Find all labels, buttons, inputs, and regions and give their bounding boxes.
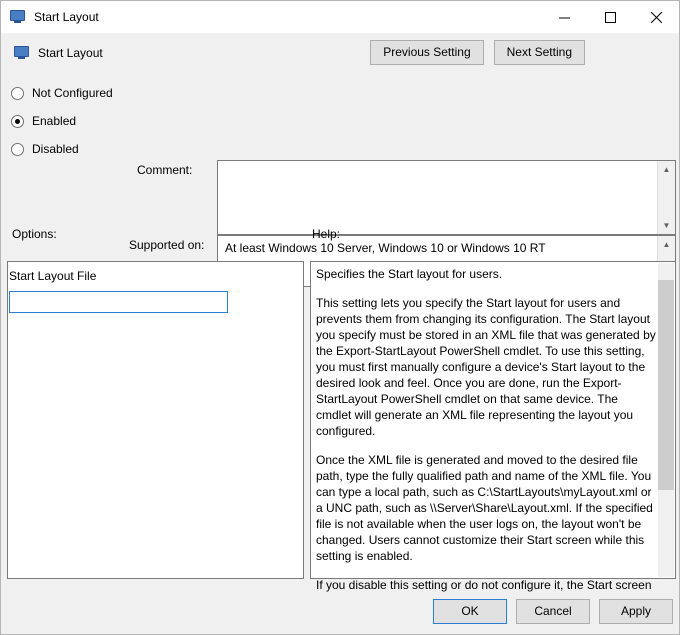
- policy-setting-icon: [10, 9, 26, 25]
- help-text: [316, 266, 656, 593]
- setting-header: [14, 45, 103, 61]
- supported-on-label: Supported on:: [129, 238, 205, 252]
- help-paragraph: If you disable this setting or do not configure it, the Start screen: [316, 578, 652, 592]
- radio-disabled-indicator[interactable]: [11, 143, 24, 156]
- help-paragraph: Once the XML file is generated and moved to the desired file path, type the fully qualified path and name of the XML file. You can type a local path, such as C:\StartLayouts\myLayout.xml or a UNC path, such as \\Server\Share\Layout.xml. If the specified file is not available when the user logs on, the layout won't be changed. Users cannot customize their Start screen while this setting is enabled.: [316, 453, 653, 563]
- radio-enabled-label: Enabled: [32, 114, 77, 128]
- policy-setting-icon: [14, 45, 30, 61]
- radio-not-configured-indicator[interactable]: [11, 87, 24, 100]
- help-scrollbar[interactable]: [658, 263, 674, 577]
- dialog-footer: [433, 599, 673, 624]
- apply-button[interactable]: Apply: [599, 599, 673, 624]
- help-paragraph: This setting lets you specify the Start layout for users and prevents them from changing its configuration. The Start layout you specify must be stored in an XML file that was generated by the Export-StartLayout PowerShell cmdlet. To use this setting, you must first manually configure a device's Start layout to the desired look and feel. Once you are done, run the Export-StartLayout PowerShell cmdlet on that same device. The cmdlet will generate an XML file representing the layout you configured.: [316, 296, 656, 438]
- radio-enabled-indicator[interactable]: [11, 115, 24, 128]
- ok-button[interactable]: OK: [433, 599, 507, 624]
- minimize-icon[interactable]: [541, 1, 587, 33]
- start-layout-file-input[interactable]: [9, 291, 228, 313]
- setting-navigation: [370, 40, 585, 65]
- radio-not-configured[interactable]: [11, 79, 131, 107]
- next-setting-button[interactable]: Next Setting: [494, 40, 585, 65]
- comment-scrollbar[interactable]: [657, 161, 675, 234]
- window-title: Start Layout: [34, 10, 99, 24]
- state-radio-group: [11, 79, 131, 163]
- comment-label: Comment:: [137, 163, 193, 177]
- scroll-up-icon[interactable]: ▲: [658, 161, 675, 178]
- cancel-button[interactable]: Cancel: [516, 599, 590, 624]
- caption-buttons: [541, 1, 679, 33]
- comment-box[interactable]: [217, 160, 676, 235]
- help-scrollbar-thumb[interactable]: [658, 280, 674, 490]
- radio-not-configured-label: Not Configured: [32, 86, 113, 100]
- options-label: Options:: [12, 227, 57, 241]
- radio-disabled-label: Disabled: [32, 142, 79, 156]
- scroll-down-icon[interactable]: ▼: [658, 217, 675, 234]
- close-icon[interactable]: [633, 1, 679, 33]
- start-layout-file-label: Start Layout File: [9, 269, 97, 283]
- scroll-up-icon[interactable]: ▲: [658, 236, 675, 253]
- header-area: [1, 33, 679, 75]
- setting-state-area: [1, 75, 679, 255]
- help-label: Help:: [312, 227, 341, 241]
- supported-on-value: At least Windows 10 Server, Windows 10 or Windows 10 RT: [225, 241, 546, 255]
- title-bar: [1, 1, 679, 33]
- previous-setting-button[interactable]: Previous Setting: [370, 40, 483, 65]
- radio-enabled[interactable]: [11, 107, 131, 135]
- setting-title: Start Layout: [38, 46, 103, 60]
- maximize-icon[interactable]: [587, 1, 633, 33]
- radio-disabled[interactable]: [11, 135, 131, 163]
- help-paragraph: Specifies the Start layout for users.: [316, 267, 503, 281]
